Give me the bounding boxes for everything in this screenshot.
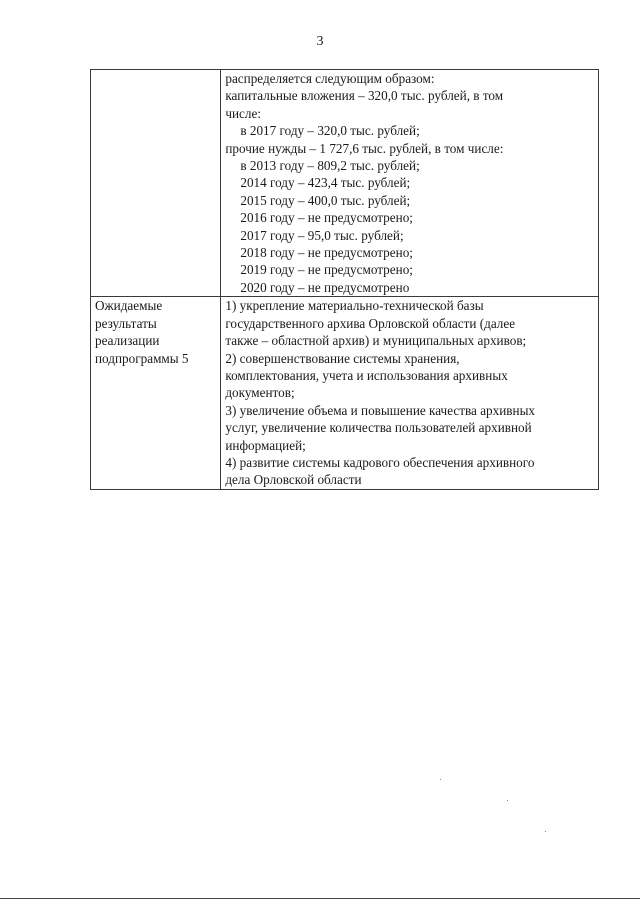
results-line: государственного архива Орловской области (далее	[225, 315, 516, 331]
table-row-expected-results	[91, 297, 599, 489]
funding-line: 2017 году – 95,0 тыс. рублей;	[240, 227, 404, 243]
results-line: комплектования, учета и использования архивных	[225, 367, 508, 383]
results-line: документов;	[225, 385, 295, 401]
funding-line: капитальные вложения – 320,0 тыс. рублей, в том	[225, 88, 504, 104]
results-line: информацией;	[225, 437, 306, 453]
scan-speck	[545, 831, 546, 832]
results-value-cell	[221, 297, 599, 489]
results-line: 4) развитие системы кадрового обеспечения архивного	[225, 454, 535, 470]
page-number: 3	[316, 34, 324, 49]
results-label-cell	[91, 297, 221, 489]
results-label-line: Ожидаемые	[95, 298, 163, 314]
scan-speck	[507, 800, 508, 801]
results-line: дела Орловской области	[225, 472, 362, 488]
funding-line: 2016 году – не предусмотрено;	[240, 210, 413, 226]
results-line: 1) укрепление материально-технической базы	[225, 298, 484, 314]
results-line: 2) совершенствование системы хранения,	[225, 350, 460, 366]
table-row-funding	[91, 70, 599, 297]
funding-line: в 2013 году – 809,2 тыс. рублей;	[240, 158, 420, 174]
results-label-line: реализации	[95, 333, 160, 349]
results-label-line: результаты	[95, 315, 157, 331]
funding-line: 2020 году – не предусмотрено	[240, 279, 410, 295]
funding-line: распределяется следующим образом:	[225, 71, 435, 86]
funding-line: 2015 году – 400,0 тыс. рублей;	[240, 192, 411, 208]
funding-line: прочие нужды – 1 727,6 тыс. рублей, в том числе:	[225, 140, 504, 156]
subprogram-passport-table	[90, 69, 599, 490]
funding-line: 2018 году – не предусмотрено;	[240, 245, 413, 261]
funding-line: 2019 году – не предусмотрено;	[240, 262, 413, 278]
funding-line: 2014 году – 423,4 тыс. рублей;	[240, 175, 411, 191]
results-line: 3) увеличение объема и повышение качества архивных	[225, 402, 536, 418]
results-line: услуг, увеличение количества пользователей архивной	[225, 420, 532, 436]
results-label-line: подпрограммы 5	[95, 350, 189, 366]
funding-line: числе:	[225, 105, 261, 121]
scan-bottom-edge	[0, 898, 640, 899]
funding-label-cell	[91, 70, 221, 297]
funding-line: в 2017 году – 320,0 тыс. рублей;	[240, 123, 420, 139]
funding-value-cell	[221, 70, 599, 297]
results-line: также – областной архив) и муниципальных архивов;	[225, 333, 527, 349]
scan-speck	[440, 779, 441, 780]
